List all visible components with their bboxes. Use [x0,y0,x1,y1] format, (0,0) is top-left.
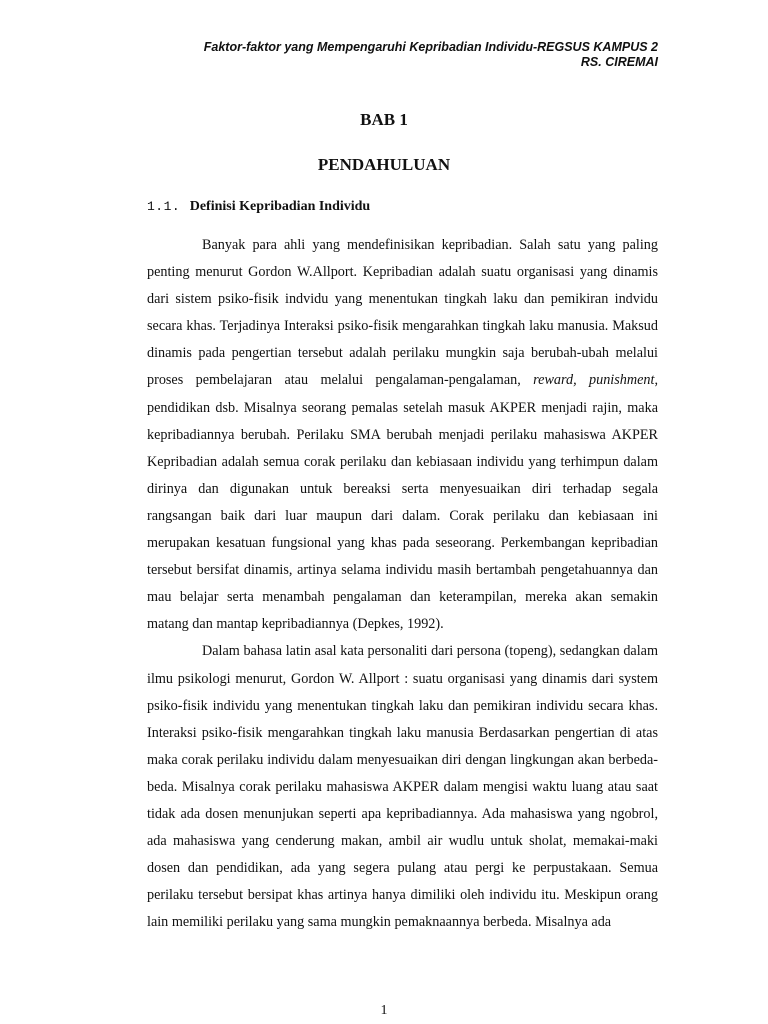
page-number: 1 [380,1003,388,1018]
paragraph-1-text-a: Banyak para ahli yang mendefinisikan kepribadian. Salah satu yang paling penting menurut Gordon W.Allport. Kepribadian adalah suatu organisasi yang dinamis dari sistem psiko-fisik indvidu yang menentukan tingkah laku dan pemikiran indvidu secara khas. Terjadinya Interaksi psiko-fisik mengarahkan tingkah laku manusia. Maksud dinamis pada pengertian tersebut adalah perilaku mungkin saja berubah-ubah melalui proses pembelajaran atau melalui pengalaman-pengalaman, [147,237,658,389]
paragraph-1-italic-terms: reward, punishment [520,372,655,389]
section-heading [147,199,370,215]
section-number: 1.1. [147,199,181,214]
chapter-title: PENDAHULUAN [317,155,451,174]
section-title: Definisi Kepribadian Individu [189,199,371,214]
paragraph-1-text-b: , pendidikan dsb. Misalnya seorang pemalas setelah masuk AKPER menjadi rajin, maka kepribadiannya berubah. Perilaku SMA berubah menjadi perilaku mahasiswa AKPER Kepribadian adalah semua corak perilaku dan kebiasaan individu yang terhimpun dalam dirinya dan digunakan untuk bereaksi serta menyesuaikan diri terhadap segala rangsangan baik dari luar maupun dari dalam. Corak perilaku dan kebiasaan ini merupakan kesatuan fungsional yang khas pada seseorang. Perkembangan kepribadian tersebut bersifat dinamis, artinya selama individu masih bertambah pengetahuannya dan mau belajar serta menambah pengalaman dan keterampilan, mereka akan semakin matang dan mantap kepribadiannya (Depkes, 1992). [147,372,658,633]
paragraph-2: Dalam bahasa latin asal kata personaliti dari persona (topeng), sedangkan dalam ilmu psikologi menurut, Gordon W. Allport : suatu organisasi yang dinamis dari system psiko-fisik individu yang menentukan tingkah laku dan pemikiran individu secara khas. Interaksi psiko-fisik mengarahkan tingkah laku manusia Berdasarkan pengertian di atas maka corak perilaku individu dalam menyesuaikan diri dengan lingkungan akan berbeda-beda. Misalnya corak perilaku mahasiswa AKPER dalam mengisi waktu luang atau saat tidak ada dosen menunjukan seperti apa kepribadiannya. Ada mahasiswa yang ngobrol, ada mahasiswa yang cenderung makan, ambil air wudlu untuk sholat, memakai-maki dosen dan pendidikan, ada yang segera pulang atau pergi ke perpustakaan. Semua perilaku tersebut bersipat khas artinya hanya dimiliki oleh individu itu. Meskipun orang lain memiliki perilaku yang sama mungkin pemaknaannya berbeda. Misalnya ada [147,643,658,931]
running-header-line-1: Faktor-faktor yang Mempengaruhi Kepribadian Individu-REGSUS KAMPUS 2 [203,40,658,54]
body-text [147,232,658,936]
chapter-label: BAB 1 [360,110,408,129]
running-header [98,40,658,70]
paragraph-1 [147,232,658,638]
running-header-line-2: RS. CIREMAI [580,55,658,69]
